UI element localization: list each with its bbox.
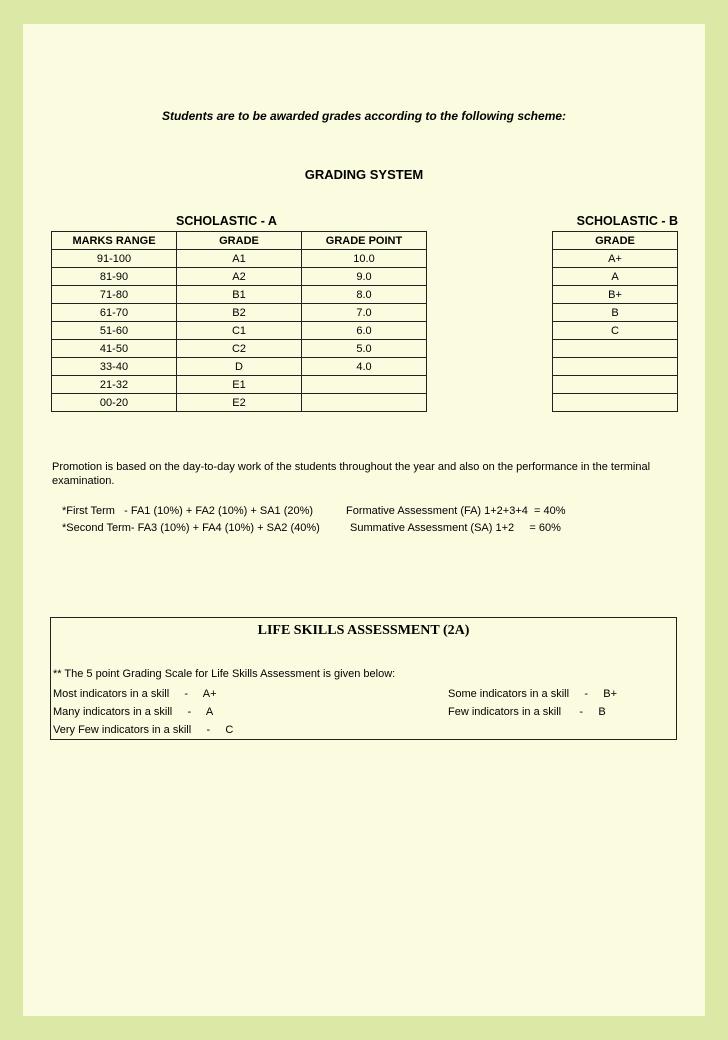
grade-point-cell: 4.0 xyxy=(302,358,427,376)
table-row xyxy=(553,304,678,322)
grade-cell: A1 xyxy=(177,250,302,268)
grade-point-cell: 6.0 xyxy=(302,322,427,340)
table-row xyxy=(553,358,678,376)
first-term-text: *First Term - FA1 (10%) + FA2 (10%) + SA1 (20%) xyxy=(62,505,314,517)
grade-cell xyxy=(553,376,678,394)
grade-point-cell xyxy=(302,376,427,394)
marks-cell: 91-100 xyxy=(52,250,177,268)
scholastic-b-label: SCHOLASTIC - B xyxy=(576,214,678,228)
table-row xyxy=(52,250,427,268)
table-row xyxy=(553,286,678,304)
table-row xyxy=(553,250,678,268)
grade-header: GRADE xyxy=(553,232,678,250)
marks-cell: 61-70 xyxy=(52,304,177,322)
scale-note: ** The 5 point Grading Scale for Life Skills Assessment is given below: xyxy=(53,668,396,680)
table-row xyxy=(52,394,427,412)
table-row xyxy=(553,340,678,358)
grade-cell: C2 xyxy=(177,340,302,358)
table-row xyxy=(52,322,427,340)
grade-cell xyxy=(553,340,678,358)
table-header-row xyxy=(52,232,427,250)
table-row xyxy=(553,322,678,340)
marks-cell: 33-40 xyxy=(52,358,177,376)
marks-cell: 00-20 xyxy=(52,394,177,412)
list-item: Very Few indicators in a skill - C xyxy=(53,724,234,736)
scholastic-a-label: SCHOLASTIC - A xyxy=(176,214,277,228)
grade-point-cell xyxy=(302,394,427,412)
grade-cell xyxy=(553,394,678,412)
grade-cell: C1 xyxy=(177,322,302,340)
grade-cell: B xyxy=(553,304,678,322)
table-row xyxy=(52,286,427,304)
scholastic-b-table xyxy=(552,231,678,412)
grade-point-cell: 8.0 xyxy=(302,286,427,304)
grade-cell: A+ xyxy=(553,250,678,268)
marks-cell: 21-32 xyxy=(52,376,177,394)
table-header-row xyxy=(553,232,678,250)
life-skills-title: LIFE SKILLS ASSESSMENT (2A) xyxy=(257,623,470,638)
table-row xyxy=(553,376,678,394)
table-row xyxy=(52,268,427,286)
scholastic-a-table xyxy=(51,231,427,412)
grade-cell: A2 xyxy=(177,268,302,286)
table-row xyxy=(52,340,427,358)
grade-cell: E1 xyxy=(177,376,302,394)
table-row xyxy=(553,268,678,286)
summative-assessment-text: Summative Assessment (SA) 1+2 = 60% xyxy=(350,522,561,534)
grade-cell: D xyxy=(177,358,302,376)
table-row xyxy=(52,304,427,322)
life-skills-box xyxy=(50,617,677,740)
grade-cell: E2 xyxy=(177,394,302,412)
formative-assessment-text: Formative Assessment (FA) 1+2+3+4 = 40% xyxy=(346,505,566,517)
list-item: Most indicators in a skill - A+ xyxy=(53,688,217,700)
list-item: Many indicators in a skill - A xyxy=(53,706,214,718)
marks-cell: 41-50 xyxy=(52,340,177,358)
list-item: Some indicators in a skill - B+ xyxy=(448,688,618,700)
marks-cell: 51-60 xyxy=(52,322,177,340)
grade-header: GRADE xyxy=(177,232,302,250)
grade-cell: B+ xyxy=(553,286,678,304)
marks-cell: 81-90 xyxy=(52,268,177,286)
grade-point-cell: 7.0 xyxy=(302,304,427,322)
grade-cell: A xyxy=(553,268,678,286)
intro-text: Students are to be awarded grades according to the following scheme: xyxy=(161,109,567,123)
promotion-text-line2: examination. xyxy=(52,475,115,487)
grade-cell: B2 xyxy=(177,304,302,322)
grade-cell: C xyxy=(553,322,678,340)
table-row xyxy=(52,376,427,394)
second-term-text: *Second Term- FA3 (10%) + FA4 (10%) + SA2 (40%) xyxy=(62,522,320,534)
marks-range-header: MARKS RANGE xyxy=(52,232,177,250)
marks-cell: 71-80 xyxy=(52,286,177,304)
table-row xyxy=(52,358,427,376)
list-item: Few indicators in a skill - B xyxy=(448,706,606,718)
grade-point-cell: 9.0 xyxy=(302,268,427,286)
grade-cell: B1 xyxy=(177,286,302,304)
table-row xyxy=(553,394,678,412)
grade-point-cell: 5.0 xyxy=(302,340,427,358)
grade-point-header: GRADE POINT xyxy=(302,232,427,250)
promotion-text-line1: Promotion is based on the day-to-day work of the students throughout the year and also on the performance in the terminal xyxy=(52,461,651,473)
grading-system-heading: GRADING SYSTEM xyxy=(304,167,424,182)
grade-cell xyxy=(553,358,678,376)
grade-point-cell: 10.0 xyxy=(302,250,427,268)
